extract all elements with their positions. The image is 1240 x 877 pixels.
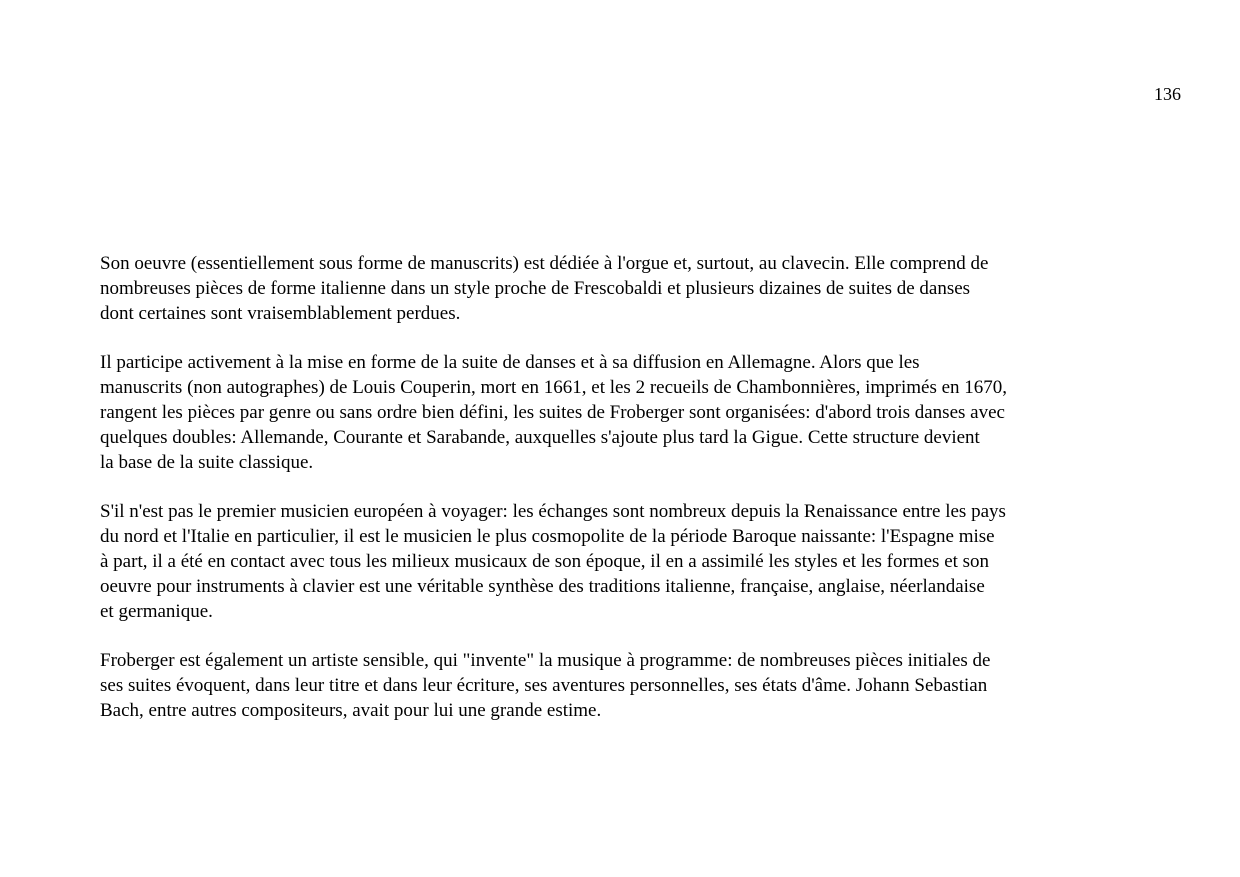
text-line: rangent les pièces par genre ou sans ordre bien défini, les suites de Froberger sont organisées: d'abord trois danses avec: [100, 401, 1005, 423]
text-line: dont certaines sont vraisemblablement perdues.: [100, 302, 461, 324]
text-line: Bach, entre autres compositeurs, avait pour lui une grande estime.: [100, 699, 602, 721]
text-line: oeuvre pour instruments à clavier est une véritable synthèse des traditions italienne, française, anglaise, néerlandaise: [100, 575, 985, 597]
document-body: [100, 252, 1140, 749]
text-line: Il participe activement à la mise en forme de la suite de danses et à sa diffusion en Allemagne. Alors que les: [100, 352, 920, 374]
text-line: du nord et l'Italie en particulier, il est le musicien le plus cosmopolite de la période Baroque naissante: l'Espagne mise: [100, 526, 995, 548]
text-line: Son oeuvre (essentiellement sous forme de manuscrits) est dédiée à l'orgue et, surtout, au clavecin. Elle comprend de: [100, 253, 989, 274]
paragraph-cosmopolite: [100, 500, 1140, 624]
text-line: ses suites évoquent, dans leur titre et dans leur écriture, ses aventures personnelles, ses états d'âme. Johann Sebastian: [100, 675, 988, 697]
text-line: et germanique.: [100, 600, 213, 622]
text-line: nombreuses pièces de forme italienne dans un style proche de Frescobaldi et plusieurs dizaines de suites de danses: [100, 277, 971, 299]
page-number: 136: [1154, 84, 1181, 104]
paragraph-oeuvre: [100, 252, 1140, 326]
text-line: S'il n'est pas le premier musicien européen à voyager: les échanges sont nombreux depuis la Renaissance entre les pays: [100, 501, 1006, 523]
paragraph-suite-de-danses: [100, 351, 1140, 475]
text-line: quelques doubles: Allemande, Courante et Sarabande, auxquelles s'ajoute plus tard la Gigue. Cette structure devient: [100, 426, 980, 448]
text-line: Froberger est également un artiste sensible, qui "invente" la musique à programme: de nombreuses pièces initiales de: [100, 650, 991, 672]
text-line: manuscrits (non autographes) de Louis Couperin, mort en 1661, et les 2 recueils de Chambonnières, imprimés en 1670,: [100, 377, 1008, 399]
text-line: la base de la suite classique.: [100, 451, 314, 473]
paragraph-musique-a-programme: [100, 649, 1140, 723]
text-line: à part, il a été en contact avec tous les milieux musicaux de son époque, il en a assimilé les styles et les formes et son: [100, 550, 990, 572]
